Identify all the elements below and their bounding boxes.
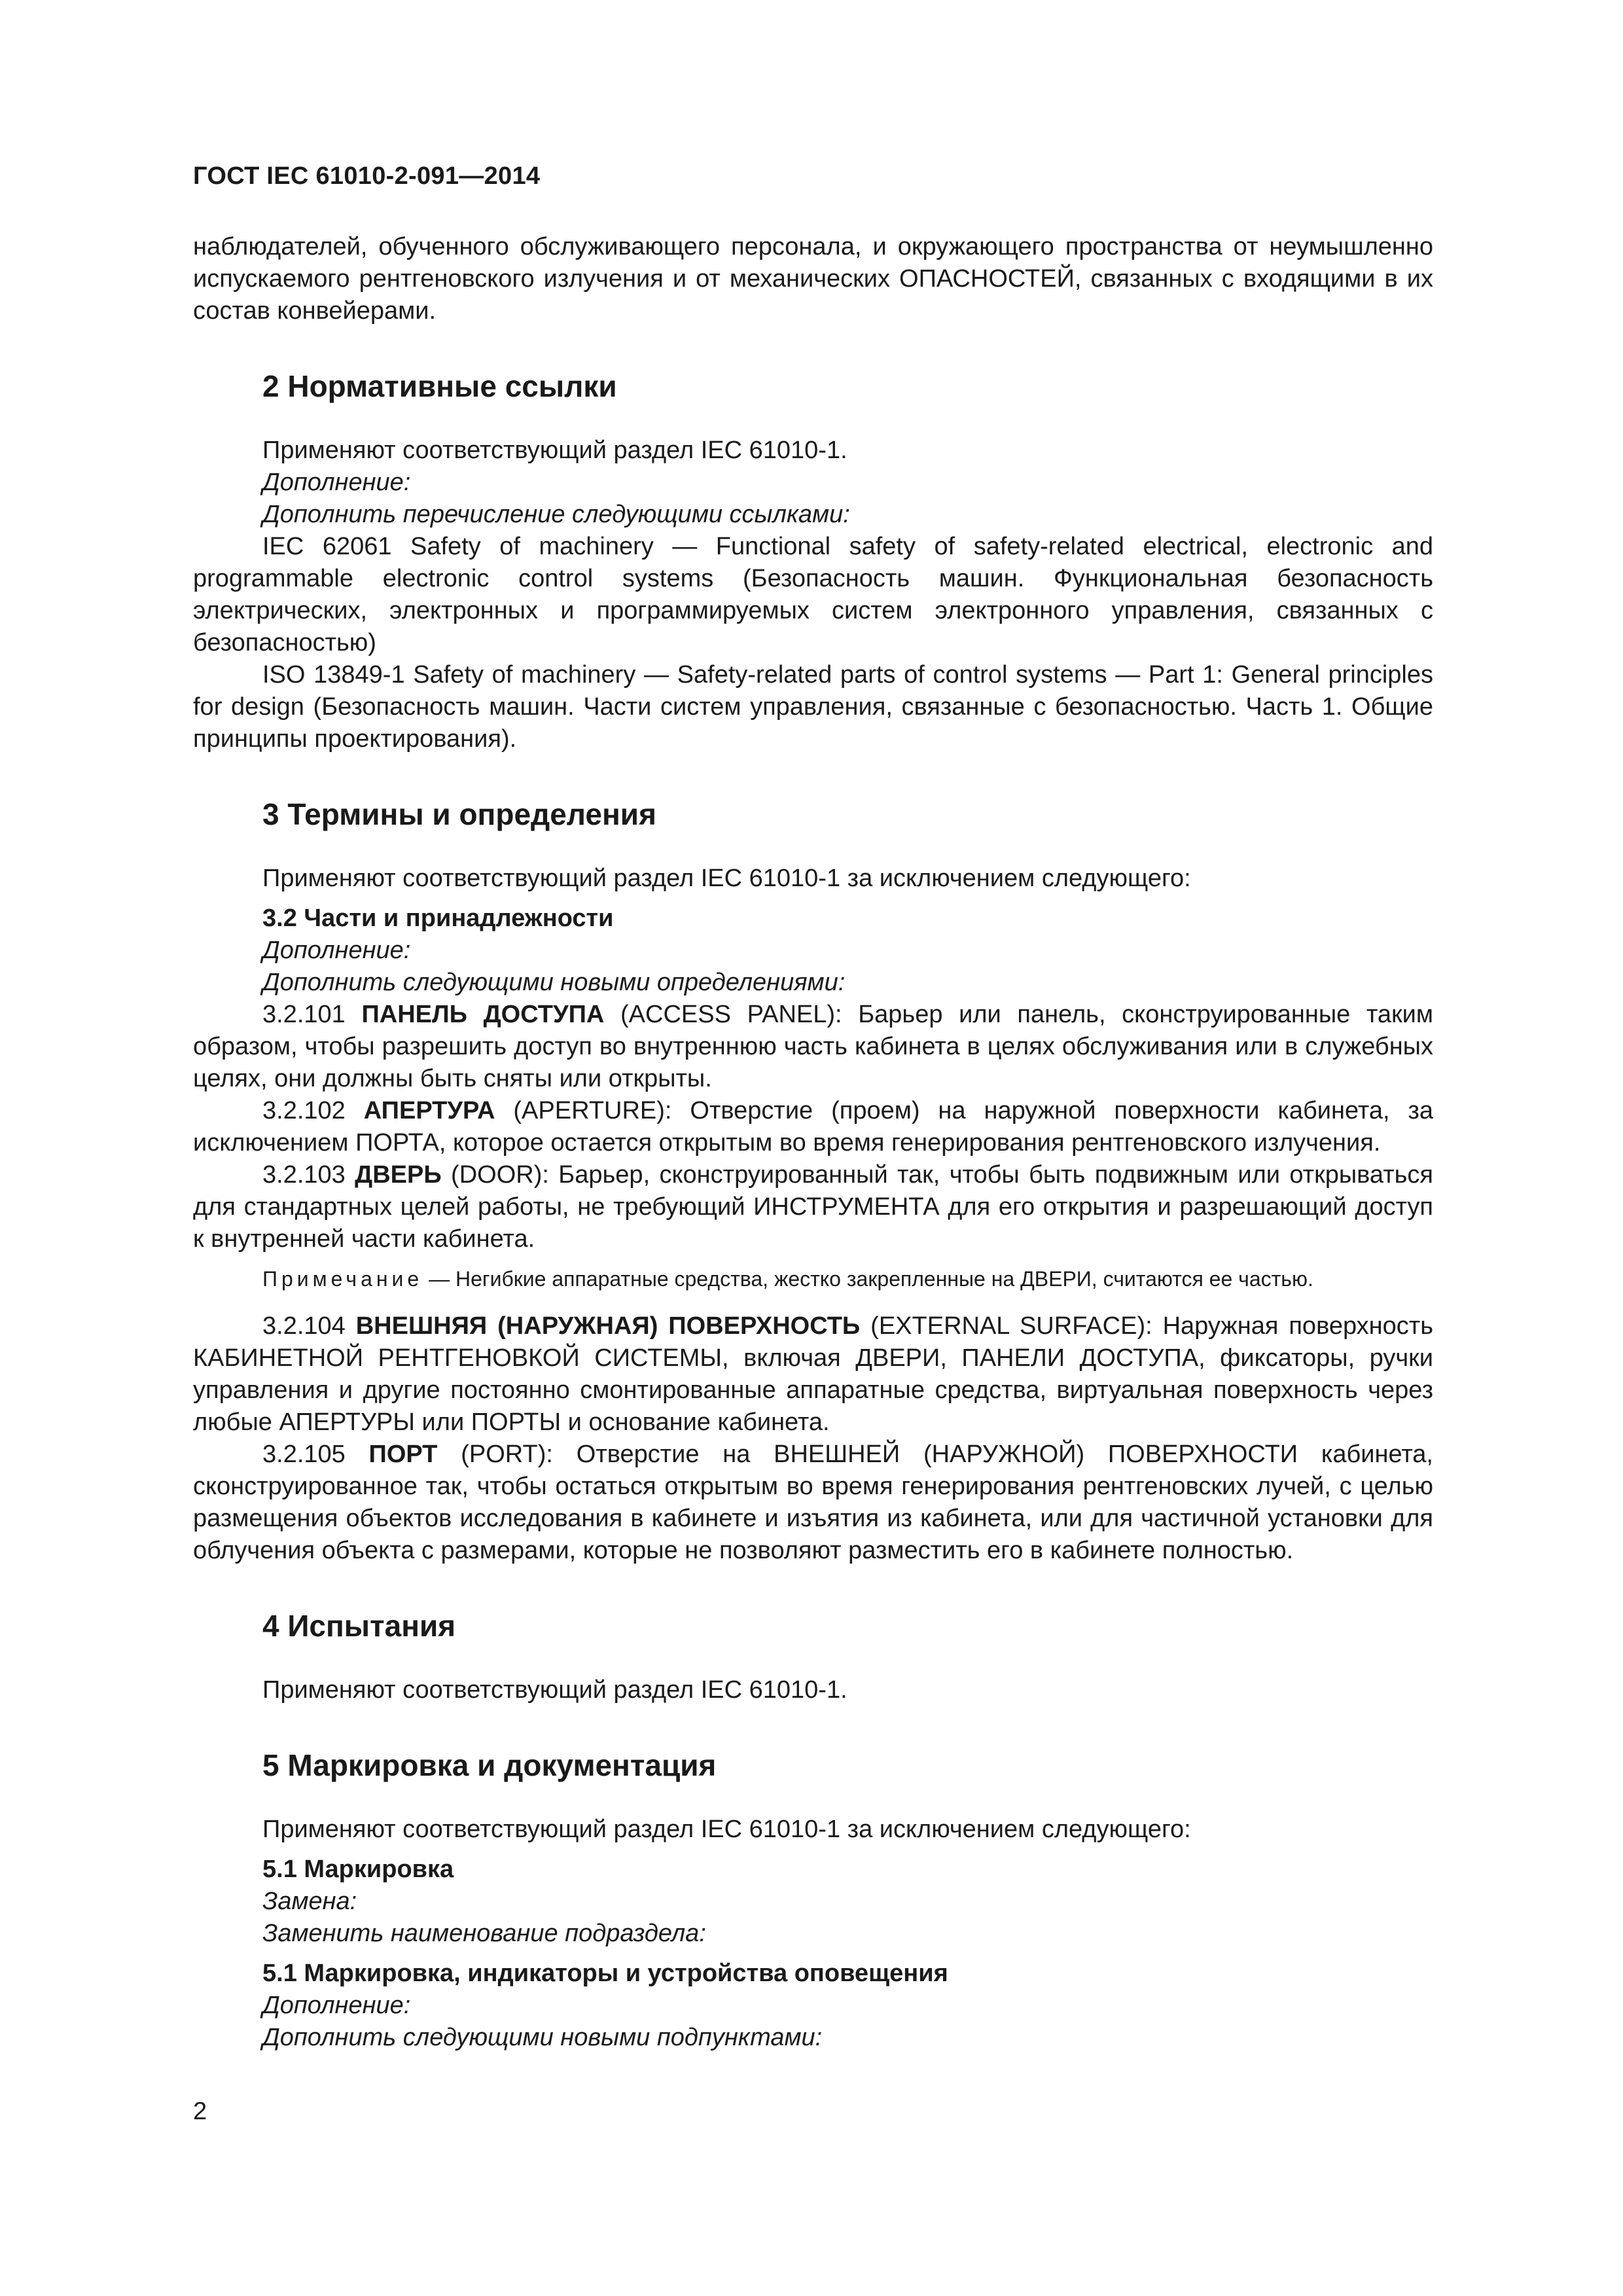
- sec5-replacement-instruction: Заменить наименование подраздела:: [262, 1920, 706, 1947]
- reference-iso-13849: ISO 13849-1 Safety of machinery — Safety-related parts of control systems — Part 1: General principles for design (Безопасность машин. Части систем управления, связанные с безопасностью. Часть 1. Общие принципы проектирования).: [193, 661, 1433, 753]
- sec3-applies: Применяют соответствующий раздел IEC 61010-1 за исключением следующего:: [262, 865, 1191, 892]
- section-4-heading: 4 Испытания: [262, 1609, 456, 1643]
- definition-number: 3.2.103: [262, 1161, 355, 1189]
- sec3-addition-label: Дополнение:: [262, 937, 411, 964]
- note-text: — Негибкие аппаратные средства, жестко закрепленные на ДВЕРИ, считаются ее частью.: [423, 1267, 1313, 1291]
- definition-3-2-104: [193, 1310, 1433, 1439]
- reference-iec-62061: IEC 62061 Safety of machinery — Functional safety of safety-related electrical, electronic and programmable electronic control systems (Безопасность машин. Функциональная безопасность электрических, электронных и программируемых систем электронного управления, связанных с безопасностью): [193, 533, 1433, 656]
- sec5-addition-instruction: Дополнить следующими новыми подпунктами:: [262, 2024, 823, 2051]
- definition-number: 3.2.104: [262, 1312, 356, 1340]
- definition-term: ВНЕШНЯЯ (НАРУЖНАЯ) ПОВЕРХНОСТЬ: [355, 1312, 861, 1340]
- definition-text: (DOOR): Барьер, сконструированный так, чтобы быть подвижным или открываться для стандартных целей работы, не требующий ИНСТРУМЕНТА для его открытия и разрешающий доступ к внутренней части кабинета.: [193, 1161, 1433, 1253]
- definition-term: АПЕРТУРА: [363, 1097, 495, 1124]
- sec2-addition-label: Дополнение:: [262, 469, 411, 496]
- subsection-3-2-heading: 3.2 Части и принадлежности: [262, 905, 614, 932]
- section-2-heading: 2 Нормативные ссылки: [262, 369, 617, 403]
- sec5-addition-label: Дополнение:: [262, 1992, 411, 2019]
- sec5-applies: Применяют соответствующий раздел IEC 61010-1 за исключением следующего:: [262, 1816, 1191, 1843]
- page-content: [193, 231, 1433, 2054]
- sec2-addition-instruction: Дополнить перечисление следующими ссылками:: [262, 501, 850, 528]
- definition-term: ПОРТ: [368, 1441, 438, 1468]
- sec4-applies: Применяют соответствующий раздел IEC 61010-1.: [262, 1676, 847, 1704]
- sec2-applies: Применяют соответствующий раздел IEC 61010-1.: [262, 437, 847, 464]
- subsection-5-1-heading: 5.1 Маркировка: [262, 1856, 454, 1883]
- subsection-5-1-new-heading: 5.1 Маркировка, индикаторы и устройства оповещения: [262, 1960, 948, 1987]
- intro-paragraph: наблюдателей, обученного обслуживающего персонала, и окружающего пространства от неумышленно испускаемого рентгеновского излучения и от механических ОПАСНОСТЕЙ, связанных с входящими в их состав конвейерами.: [193, 233, 1433, 325]
- definition-text: (PORT): Отверстие на ВНЕШНЕЙ (НАРУЖНОЙ) ПОВЕРХНОСТИ кабинета, сконструированное так, чтобы остаться открытым во время генерирования рентгеновских лучей, с целью размещения объектов исследования в кабинете и изъятия из кабинета, или для частичной установки для облучения объекта с размерами, которые не позволяют разместить его в кабинете полностью.: [193, 1441, 1433, 1564]
- definition-number: 3.2.102: [262, 1097, 364, 1124]
- definition-3-2-101: [193, 999, 1433, 1095]
- definition-3-2-105: [193, 1439, 1433, 1567]
- definition-text: (ACCESS PANEL): Барьер или панель, сконструированные таким образом, чтобы разрешить доступ во внутреннюю часть кабинета в целях обслуживания или в служебных целях, они должны быть сняты или открыты.: [193, 1001, 1433, 1092]
- definition-term: ПАНЕЛЬ ДОСТУПА: [361, 1001, 605, 1028]
- sec3-addition-instruction: Дополнить следующими новыми определениями:: [262, 969, 846, 996]
- note: [193, 1265, 1433, 1293]
- section-3-heading: 3 Термины и определения: [262, 797, 656, 831]
- definition-number: 3.2.105: [262, 1441, 369, 1468]
- sec5-replacement-label: Замена:: [262, 1888, 357, 1915]
- definition-number: 3.2.101: [262, 1001, 362, 1028]
- definition-text: (EXTERNAL SURFACE): Наружная поверхность КАБИНЕТНОЙ РЕНТГЕНОВКОЙ СИСТЕМЫ, включая ДВЕРИ, ПАНЕЛИ ДОСТУПА, фиксаторы, ручки управления и другие постоянно смонтированные аппаратные средства, виртуальная поверхность через любые АПЕРТУРЫ или ПОРТЫ и основание кабинета.: [193, 1312, 1433, 1436]
- page-number: 2: [193, 2098, 207, 2125]
- definition-term: ДВЕРЬ: [355, 1161, 442, 1189]
- section-5-heading: 5 Маркировка и документация: [262, 1748, 717, 1782]
- note-label: Примечание: [262, 1267, 423, 1291]
- definition-text: (APERTURE): Отверстие (проем) на наружной поверхности кабинета, за исключением ПОРТА, которое остается открытым во время генерирования рентгеновского излучения.: [193, 1097, 1433, 1157]
- definition-3-2-103: [193, 1159, 1433, 1255]
- definition-3-2-102: [193, 1095, 1433, 1159]
- document-header: ГОСТ IEC 61010-2-091—2014: [193, 162, 541, 190]
